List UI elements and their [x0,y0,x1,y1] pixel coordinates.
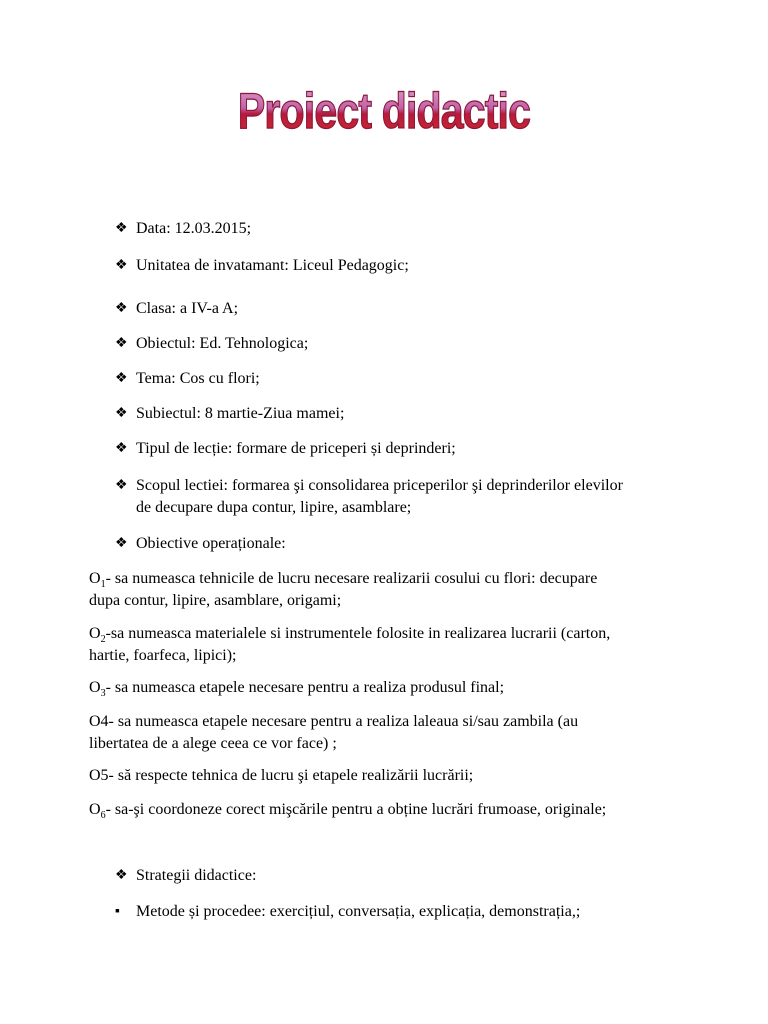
list-item [115,901,580,923]
bullet-diamond-icon: ❖ [115,258,128,273]
methods-text: Metode și procedee: exercițiul, conversația, explicația, demonstrația,; [136,903,581,920]
bullet-diamond-icon: ❖ [115,371,128,386]
bullet-diamond-icon: ❖ [115,406,128,421]
bullet-diamond-icon: ❖ [115,301,128,316]
school-text: Unitatea de invatamant: Liceul Pedagogic; [136,257,409,274]
list-item [115,865,256,887]
objective-o4: O4- sa numeasca etapele necesare pentru a realiza laleaua si/sau zambila (au libertatea de a alege ceea ce vor face) ; [89,713,579,752]
list-item [115,298,238,320]
lesson-type-text: Tipul de lecție: formare de priceperi și deprinderi; [136,440,456,457]
objective-o1: $O_1-$ sa numeasca tehnicile de lucru necesare realizarii cosului cu flori: decupare dupa contur, lipire, asamblare, origami; [89,570,598,609]
bullet-diamond-icon: ❖ [115,336,128,351]
bullet-diamond-icon: ❖ [115,536,128,551]
bullet-square-icon: ▪ [115,904,120,919]
strategies-heading: Strategii didactice: [136,867,257,884]
objective-o3: $O_3-$ sa numeasca etapele necesare pentru a realiza produsul final; [89,679,505,700]
class-text: Clasa: a IV-a A; [136,300,239,317]
list-item [115,368,260,390]
list-item [115,333,308,355]
page-title: Proiect didactic [69,82,699,140]
bullet-diamond-icon: ❖ [115,478,128,493]
objective-o2: $O_2-sa$ numeasca materialele si instrumentele folosite in realizarea lucrarii (carton, hartie, foarfeca, lipici); [89,625,611,664]
purpose-text: Scopul lectiei: formarea şi consolidarea priceperilor şi deprinderilor elevilor de decupare dupa contur, lipire, asamblare; [136,477,623,516]
list-item [115,438,456,460]
list-item [115,403,344,425]
objectives-heading: Obiective operaționale: [136,535,286,552]
objective-o5: O5- să respecte tehnica de lucru şi etapele realizării lucrării; [89,767,474,784]
list-item [115,218,251,240]
bullet-diamond-icon: ❖ [115,221,128,236]
list-item [115,255,409,277]
bullet-diamond-icon: ❖ [115,441,128,456]
date-text: Data: 12.03.2015; [136,220,252,237]
objective-o6: $O_6-$ sa-şi coordoneze corect mişcările pentru a obține lucrări frumoase, originale; [89,801,607,822]
list-item [115,533,286,555]
bullet-diamond-icon: ❖ [115,868,128,883]
subject-text: Obiectul: Ed. Tehnologica; [136,335,309,352]
theme-text: Tema: Cos cu flori; [136,370,260,387]
topic-text: Subiectul: 8 martie-Ziua mamei; [136,405,345,422]
list-item [115,475,623,519]
